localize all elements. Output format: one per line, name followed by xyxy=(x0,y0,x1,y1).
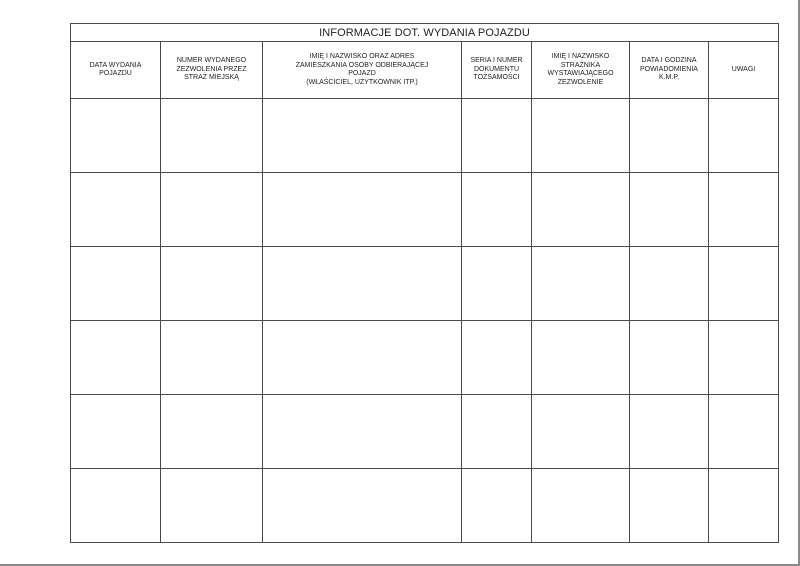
table-cell[interactable] xyxy=(630,395,709,469)
header-line: POJAZD xyxy=(348,70,376,77)
header-line: ZAMIESZKANIA OSOBY ODBIERAJĄCEJ xyxy=(295,61,429,69)
table-cell[interactable] xyxy=(263,395,462,469)
header-line: STRAŻNIKA xyxy=(560,61,601,69)
header-line: DATA I GODZINA xyxy=(641,57,697,65)
column-header-notification-time xyxy=(630,42,709,99)
column-header-issuing-guard xyxy=(532,42,630,99)
table-cell[interactable] xyxy=(161,173,263,247)
header-line: TOŻSAMOŚCI xyxy=(473,74,520,82)
table-cell[interactable] xyxy=(532,321,630,395)
table-cell[interactable] xyxy=(630,173,709,247)
column-header-release-date xyxy=(71,42,161,99)
table-cell[interactable] xyxy=(71,395,161,469)
header-line: K.M.P. xyxy=(658,74,680,82)
header-line: DOKUMENTU xyxy=(473,65,520,73)
table-cell[interactable] xyxy=(532,469,630,543)
table-cell[interactable] xyxy=(263,99,462,173)
table-cell[interactable] xyxy=(462,395,532,469)
table-cell[interactable] xyxy=(709,395,779,469)
table-cell[interactable] xyxy=(709,469,779,543)
table-cell[interactable] xyxy=(71,321,161,395)
table-row xyxy=(71,99,779,173)
table-cell[interactable] xyxy=(630,99,709,173)
header-line: IMIĘ I NAZWISKO xyxy=(551,53,610,60)
table-cell[interactable] xyxy=(462,173,532,247)
table-cell[interactable] xyxy=(71,173,161,247)
table-cell[interactable] xyxy=(709,173,779,247)
header-line: STRAŻ MIEJSKĄ xyxy=(184,74,239,82)
table-cell[interactable] xyxy=(161,99,263,173)
table-row xyxy=(71,395,779,469)
table-cell[interactable] xyxy=(462,99,532,173)
table-cell[interactable] xyxy=(630,247,709,321)
vehicle-release-table xyxy=(70,23,779,543)
column-header-permit-number xyxy=(161,42,263,99)
table-row xyxy=(71,321,779,395)
header-line: IMIĘ I NAZWISKO ORAZ ADRES xyxy=(309,53,415,60)
table-cell[interactable] xyxy=(263,173,462,247)
table-cell[interactable] xyxy=(263,321,462,395)
table-row xyxy=(71,247,779,321)
header-line: WYSTAWIAJĄCEGO xyxy=(547,70,614,77)
table-cell[interactable] xyxy=(630,321,709,395)
table-cell[interactable] xyxy=(161,247,263,321)
table-cell[interactable] xyxy=(532,247,630,321)
table-cell[interactable] xyxy=(532,99,630,173)
header-line: DATA WYDANIA xyxy=(89,61,142,69)
table-cell[interactable] xyxy=(263,469,462,543)
header-line: ZEZWOLENIA PRZEZ xyxy=(176,65,247,73)
header-line: NUMER WYDANEGO xyxy=(176,57,247,65)
table-cell[interactable] xyxy=(630,469,709,543)
table-cell[interactable] xyxy=(263,247,462,321)
table-cell[interactable] xyxy=(532,173,630,247)
header-line: POWIADOMIENIA xyxy=(640,65,698,73)
table-cell[interactable] xyxy=(71,247,161,321)
table-row xyxy=(71,469,779,543)
table-cell[interactable] xyxy=(161,469,263,543)
table-cell[interactable] xyxy=(462,469,532,543)
table-cell[interactable] xyxy=(161,321,263,395)
table-cell[interactable] xyxy=(161,395,263,469)
header-line: (WŁAŚCICIEL, UŻYTKOWNIK ITP.) xyxy=(306,78,418,86)
table-cell[interactable] xyxy=(71,99,161,173)
header-line: UWAGI xyxy=(731,65,756,73)
table-cell[interactable] xyxy=(709,247,779,321)
column-header-id-document xyxy=(462,42,532,99)
column-header-remarks xyxy=(709,42,779,99)
table-cell[interactable] xyxy=(709,321,779,395)
header-line: SERIA I NUMER xyxy=(470,57,523,65)
table-cell[interactable] xyxy=(532,395,630,469)
header-line: POJAZDU xyxy=(99,70,132,77)
table-cell[interactable] xyxy=(462,247,532,321)
table-cell[interactable] xyxy=(71,469,161,543)
table-row xyxy=(71,173,779,247)
column-header-recipient xyxy=(263,42,462,99)
form-title: INFORMACJE DOT. WYDANIA POJAZDU xyxy=(71,24,779,42)
table-cell[interactable] xyxy=(709,99,779,173)
header-line: ZEZWOLENIE xyxy=(557,78,604,86)
table-cell[interactable] xyxy=(462,321,532,395)
